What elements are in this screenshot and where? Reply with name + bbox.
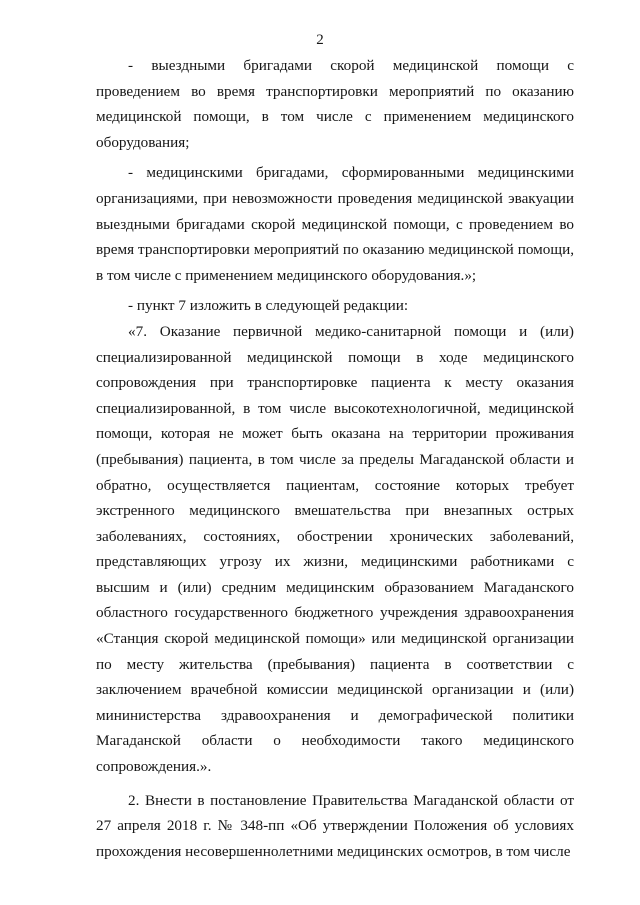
page-number: 2 <box>316 32 324 48</box>
paragraph-point-7-intro: - пункт 7 изложить в следующей редакции: <box>128 297 409 315</box>
paragraph-ambulance-teams: - выездными бригадами скорой медицинской помощи с проведением во время транспортировки мероприятий по оказанию медицинской помощи, в том числе с применением медицинского оборудования; <box>96 57 574 151</box>
paragraph-point-7-text: «7. Оказание первичной медико-санитарной помощи и (или) специализированной медицинской помощи в ходе медицинского сопровождения при транспортировке пациента к месту оказания специализированной, в том числе высокотехнологичной, медицинской помощи, которая не может быть оказана на территории проживания (пребывания) пациента, в том числе за пределы Магаданской области и обратно, осуществляется пациентам, состояние которых требует экстренного медицинского вмешательства при внезапных острых заболеваниях, состояниях, обострении хронических заболеваний, представляющих угрозу их жизни, медицинскими работниками с высшим и (или) средним медицинским образованием Магаданского областного государственного бюджетного учреждения здравоохранения «Станция скорой медицинской помощи» или медицинской организации по месту жительства (пребывания) пациента в соответствии с заключением врачебной комиссии медицинской организации и (или) мининистерства здравоохранения и демографической политики Магаданской области о необходимости такого медицинского сопровождения.». <box>96 322 574 776</box>
paragraph-item-2: 2. Внести в постановление Правительства Магаданской области от 27 апреля 2018 г. № 348-пп «Об утверждении Положения об условиях прохождения несовершеннолетними медицинских осмотров, в том числе <box>96 791 574 860</box>
document-body <box>96 53 574 864</box>
paragraph-medical-teams: - медицинскими бригадами, сформированными медицинскими организациями, при невозможности проведения медицинской эвакуации выездными бригадами скорой медицинской помощи, с проведением во время транспортировки мероприятий по оказанию медицинской помощи, в том числе с применением медицинского оборудования.»; <box>96 164 574 284</box>
